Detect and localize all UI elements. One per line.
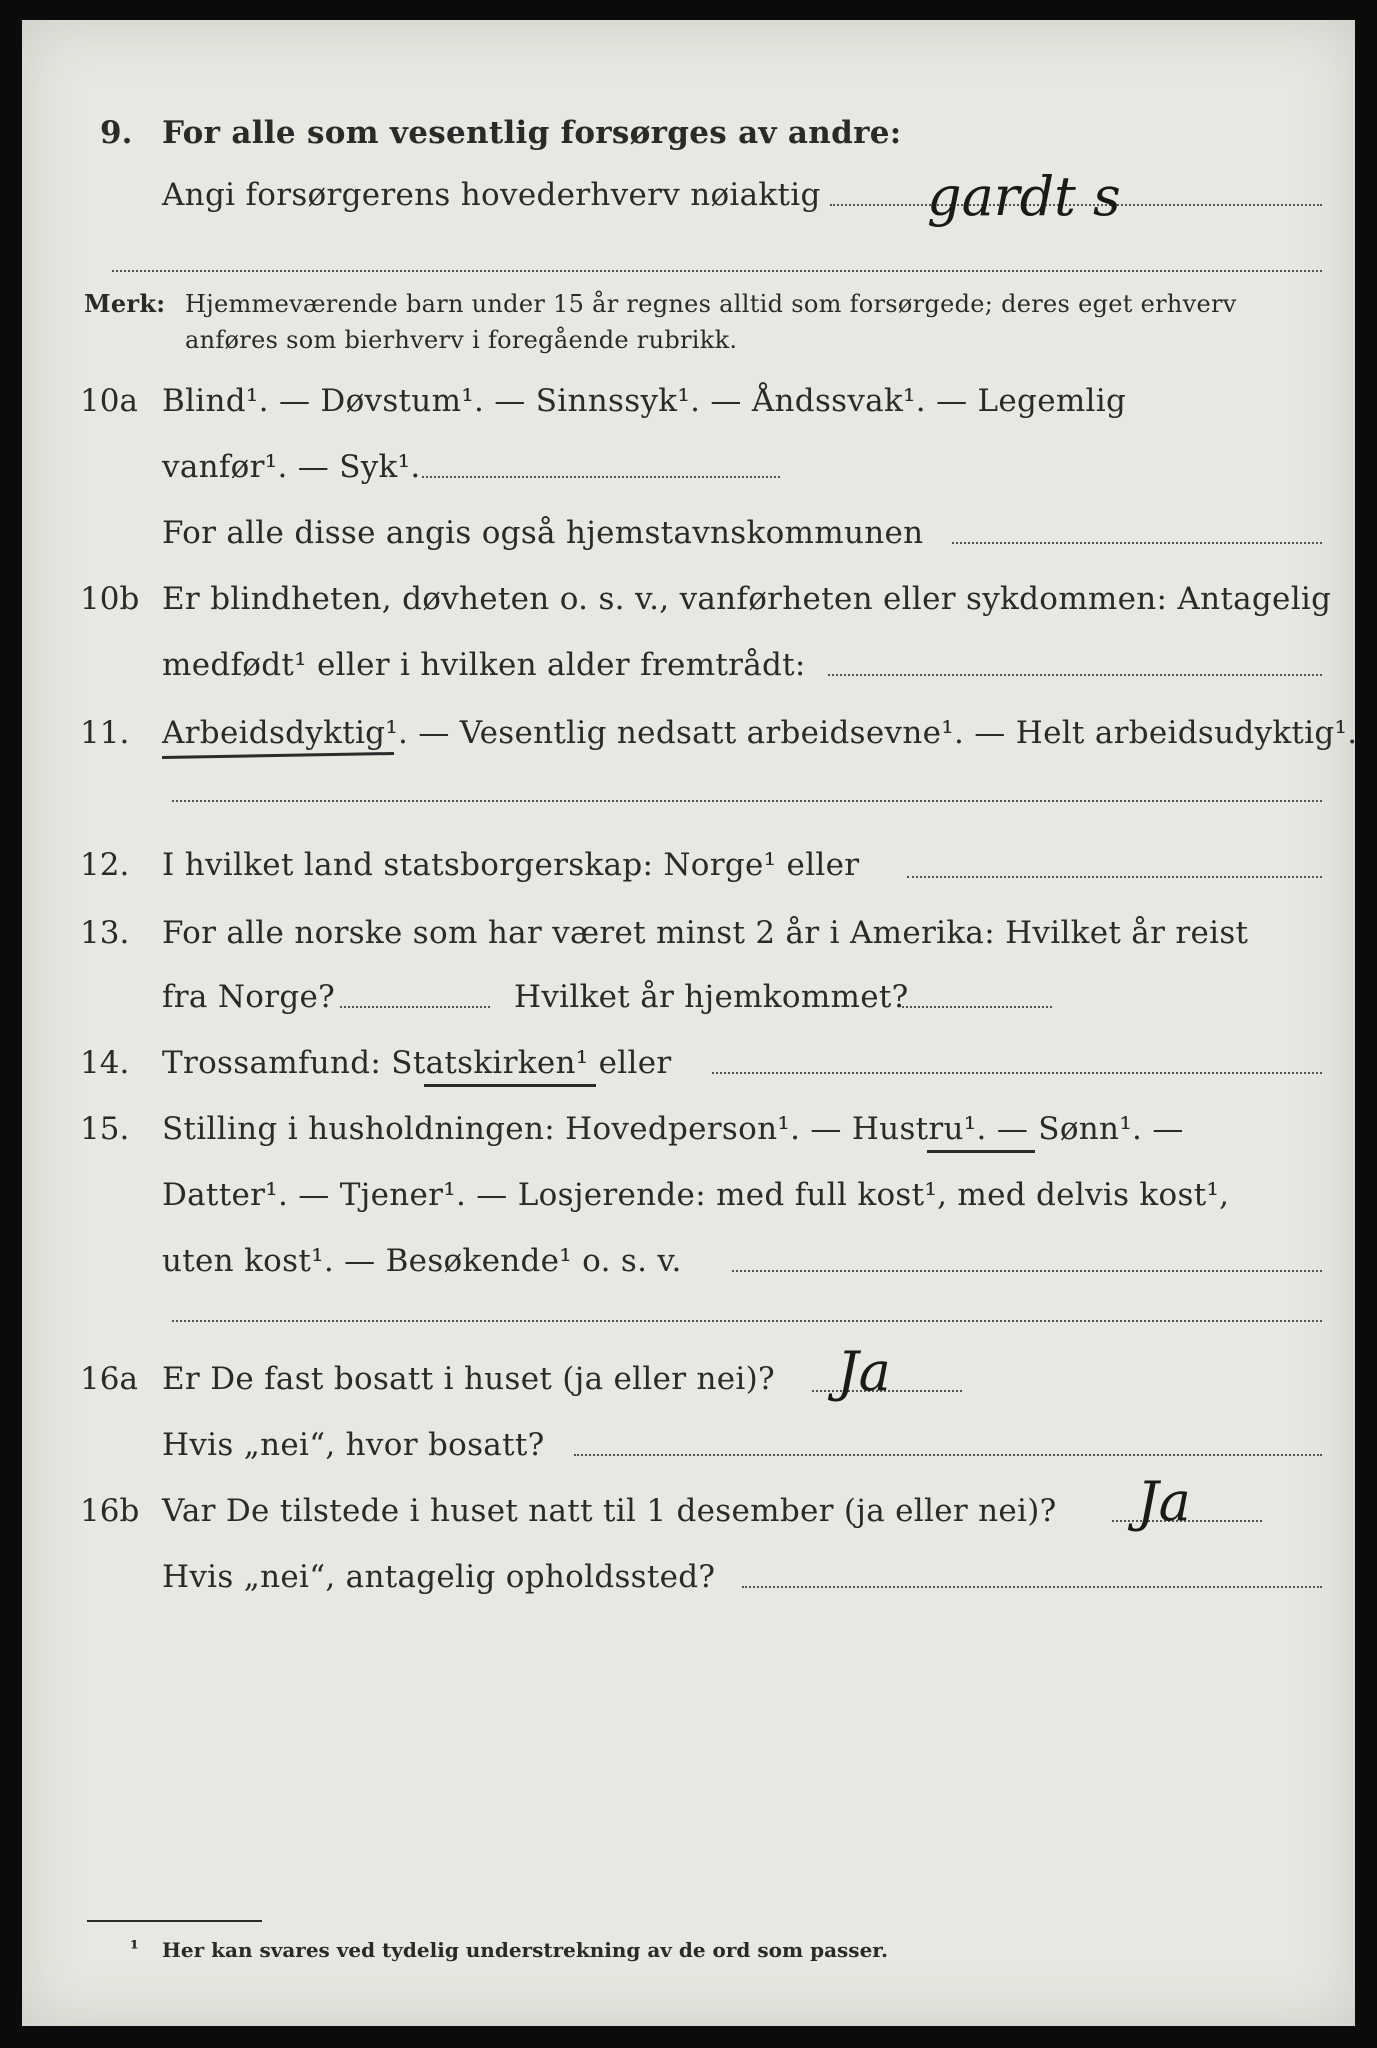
q10b-number: 10b [80, 581, 140, 617]
q16b-line1: Var De tilstede i huset natt til 1 desember (ja eller nei)? [162, 1493, 1057, 1529]
q16b-line2: Hvis „nei“, antagelig opholdssted? [162, 1559, 716, 1595]
q15-answer-line[interactable] [732, 1270, 1322, 1272]
census-form-page [22, 20, 1358, 2026]
q13-return-answer-line[interactable] [902, 1006, 1052, 1008]
footnote-marker: ¹ [130, 1936, 139, 1960]
q13-line2a: fra Norge? [162, 979, 336, 1015]
note-line1: Hjemmeværende barn under 15 år regnes alltid som forsørgede; deres eget erhverv [185, 290, 1237, 318]
note-line2: anføres som bierhverv i foregående rubrikk. [185, 326, 738, 354]
q16a-residence-answer-line[interactable] [574, 1454, 1322, 1456]
q11-underline-mark [162, 752, 394, 759]
q13-line1: For alle norske som har været minst 2 år i Amerika: Hvilket år reist [162, 915, 1249, 951]
q11-number: 11. [80, 715, 130, 751]
q9-heading: For alle som vesentlig forsørges av andre: [162, 115, 902, 151]
footnote-text: Her kan svares ved tydelig understrekning av de ord som passer. [162, 1938, 888, 1962]
q9-number: 9. [100, 115, 133, 151]
q10a-sick-answer-line[interactable] [422, 476, 780, 478]
q14-underline-mark [424, 1084, 596, 1087]
q10b-line1: Er blindheten, døvheten o. s. v., vanførheten eller sykdommen: Antagelig [162, 581, 1332, 617]
q16b-handwritten-answer: Ja [1137, 1470, 1191, 1533]
q10a-number: 10a [80, 383, 138, 419]
q15-line3: uten kost¹. — Besøkende¹ o. s. v. [162, 1243, 682, 1279]
q10a-line3: For alle disse angis også hjemstavnskommunen [162, 515, 924, 551]
q16b-number: 16b [80, 1493, 140, 1529]
q16b-location-answer-line[interactable] [742, 1586, 1322, 1588]
q10a-line2: vanfør¹. — Syk¹. [162, 449, 421, 485]
q13-line2b: Hvilket år hjemkommet? [514, 979, 909, 1015]
q9-label: Angi forsørgerens hovederhverv nøiaktig [162, 177, 821, 213]
q16a-handwritten-answer: Ja [837, 1340, 891, 1403]
q10a-municipality-answer-line[interactable] [952, 542, 1322, 544]
q9-handwritten-answer: gardt s [927, 165, 1121, 228]
q13-departure-answer-line[interactable] [340, 1006, 490, 1008]
q11-line1: Arbeidsdyktig¹. — Vesentlig nedsatt arbeidsevne¹. — Helt arbeidsudyktig¹. [162, 715, 1358, 751]
q14-number: 14. [80, 1045, 130, 1081]
q15-extra-answer-line[interactable] [172, 1320, 1322, 1322]
q15-underline-mark [927, 1150, 1035, 1153]
note-label: Merk: [84, 289, 166, 318]
q16a-number: 16a [80, 1361, 138, 1397]
q12-answer-line[interactable] [907, 876, 1322, 878]
q12-number: 12. [80, 847, 130, 883]
q10b-answer-line[interactable] [828, 674, 1322, 676]
q10b-line2: medfødt¹ eller i hvilken alder fremtrådt: [162, 647, 806, 683]
q14-line1: Trossamfund: Statskirken¹ eller [162, 1045, 672, 1081]
q15-number: 15. [80, 1111, 130, 1147]
q16a-line1: Er De fast bosatt i huset (ja eller nei)? [162, 1361, 775, 1397]
q13-number: 13. [80, 915, 130, 951]
q10a-line1: Blind¹. — Døvstum¹. — Sinnssyk¹. — Åndssvak¹. — Legemlig [162, 383, 1127, 419]
q15-line2: Datter¹. — Tjener¹. — Losjerende: med full kost¹, med delvis kost¹, [162, 1177, 1230, 1213]
footnote-rule [87, 1920, 262, 1922]
q16a-line2: Hvis „nei“, hvor bosatt? [162, 1427, 545, 1463]
q15-line1: Stilling i husholdningen: Hovedperson¹. — Hustru¹. — Sønn¹. — [162, 1111, 1184, 1147]
divider-line [112, 270, 1322, 272]
q11-answer-line[interactable] [172, 800, 1322, 802]
q12-line1: I hvilket land statsborgerskap: Norge¹ eller [162, 847, 860, 883]
q14-answer-line[interactable] [712, 1072, 1322, 1074]
